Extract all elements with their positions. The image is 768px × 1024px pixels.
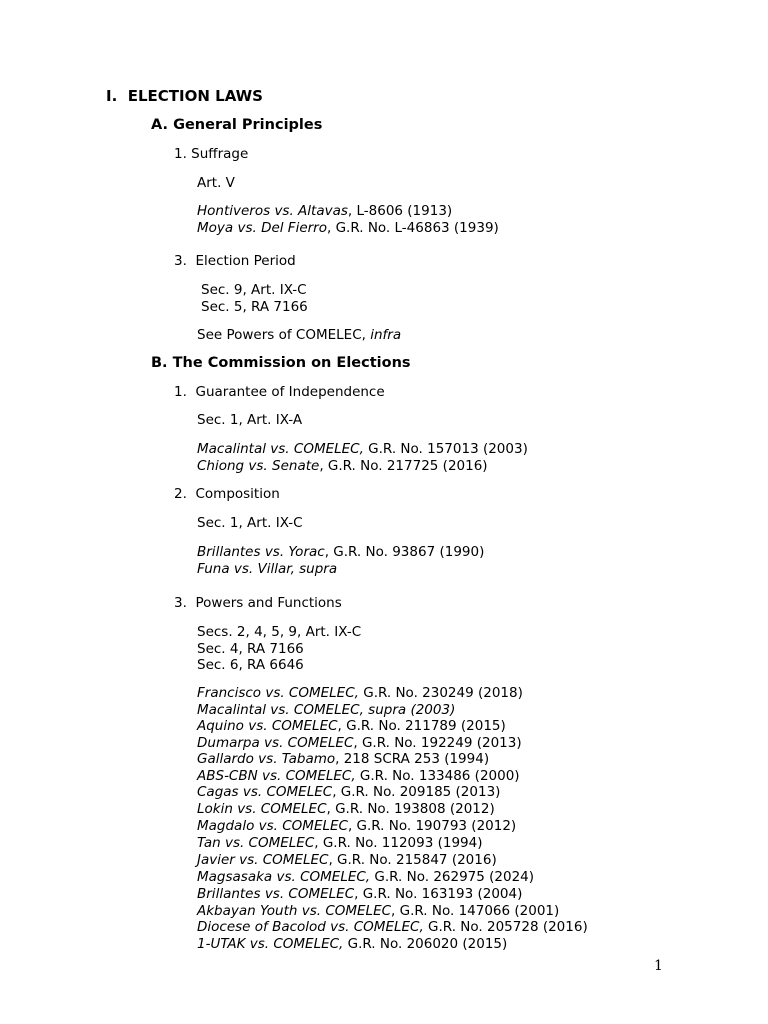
subsection-letter: B. xyxy=(151,355,168,371)
case-citation: Macalintal vs. COMELEC, G.R. No. 157013 (2003) xyxy=(197,441,528,457)
subsection-title: General Principles xyxy=(173,117,323,133)
legal-reference: Sec. 6, RA 6646 xyxy=(197,657,304,673)
case-citation: ABS-CBN vs. COMELEC, G.R. No. 133486 (2000) xyxy=(197,768,520,784)
topic-election-period: 3. Election Period xyxy=(174,253,296,269)
legal-reference: Sec. 1, Art. IX-C xyxy=(197,515,303,531)
section-title: ELECTION LAWS xyxy=(127,87,263,105)
legal-reference: Sec. 9, Art. IX-C xyxy=(201,282,307,298)
case-citation: Magsasaka vs. COMELEC, G.R. No. 262975 (2024) xyxy=(197,869,535,885)
page-number: 1 xyxy=(654,958,663,974)
legal-reference: Art. V xyxy=(197,175,235,191)
topic-composition: 2. Composition xyxy=(174,486,280,502)
topic-powers-and-functions: 3. Powers and Functions xyxy=(174,595,342,611)
case-citation: Aquino vs. COMELEC, G.R. No. 211789 (2015) xyxy=(197,718,506,734)
section-number: I. xyxy=(106,87,118,105)
case-citation: 1-UTAK vs. COMELEC, G.R. No. 206020 (2015) xyxy=(197,936,508,952)
case-citation: Chiong vs. Senate, G.R. No. 217725 (2016) xyxy=(197,458,488,474)
case-citation: Tan vs. COMELEC, G.R. No. 112093 (1994) xyxy=(197,835,483,851)
case-citation: Gallardo vs. Tabamo, 218 SCRA 253 (1994) xyxy=(197,751,490,767)
case-citation: Akbayan Youth vs. COMELEC, G.R. No. 147066 (2001) xyxy=(197,903,560,919)
case-citation: Hontiveros vs. Altavas, L-8606 (1913) xyxy=(197,203,453,219)
case-citation: Funa vs. Villar, supra xyxy=(197,561,338,577)
case-citation: Brillantes vs. Yorac, G.R. No. 93867 (1990) xyxy=(197,544,485,560)
case-citation: Francisco vs. COMELEC, G.R. No. 230249 (2018) xyxy=(197,685,523,701)
legal-reference: Secs. 2, 4, 5, 9, Art. IX-C xyxy=(197,624,362,640)
case-citation: Magdalo vs. COMELEC, G.R. No. 190793 (2012) xyxy=(197,818,517,834)
case-citation: Macalintal vs. COMELEC, supra (2003) xyxy=(197,702,456,718)
cross-reference: See Powers of COMELEC, infra xyxy=(197,327,402,343)
case-citation: Dumarpa vs. COMELEC, G.R. No. 192249 (2013) xyxy=(197,735,522,751)
case-citation: Brillantes vs. COMELEC, G.R. No. 163193 (2004) xyxy=(197,886,523,902)
legal-reference: Sec. 4, RA 7166 xyxy=(197,641,304,657)
subsection-title: The Commission on Elections xyxy=(172,355,411,371)
case-citation: Javier vs. COMELEC, G.R. No. 215847 (2016) xyxy=(197,852,497,868)
case-citation: Cagas vs. COMELEC, G.R. No. 209185 (2013) xyxy=(197,784,501,800)
case-citation: Diocese of Bacolod vs. COMELEC, G.R. No. 205728 (2016) xyxy=(197,919,588,935)
subsection-letter: A. xyxy=(151,117,168,133)
legal-reference: Sec. 1, Art. IX-A xyxy=(197,412,303,428)
topic-guarantee-of-independence: 1. Guarantee of Independence xyxy=(174,384,385,400)
subsection-a-heading xyxy=(151,117,322,134)
topic-suffrage: 1. Suffrage xyxy=(174,146,249,162)
legal-reference: Sec. 5, RA 7166 xyxy=(201,299,308,315)
case-citation: Lokin vs. COMELEC, G.R. No. 193808 (2012) xyxy=(197,801,495,817)
section-heading xyxy=(106,88,263,105)
case-citation: Moya vs. Del Fierro, G.R. No. L-46863 (1939) xyxy=(197,220,499,236)
subsection-b-heading xyxy=(151,355,411,372)
